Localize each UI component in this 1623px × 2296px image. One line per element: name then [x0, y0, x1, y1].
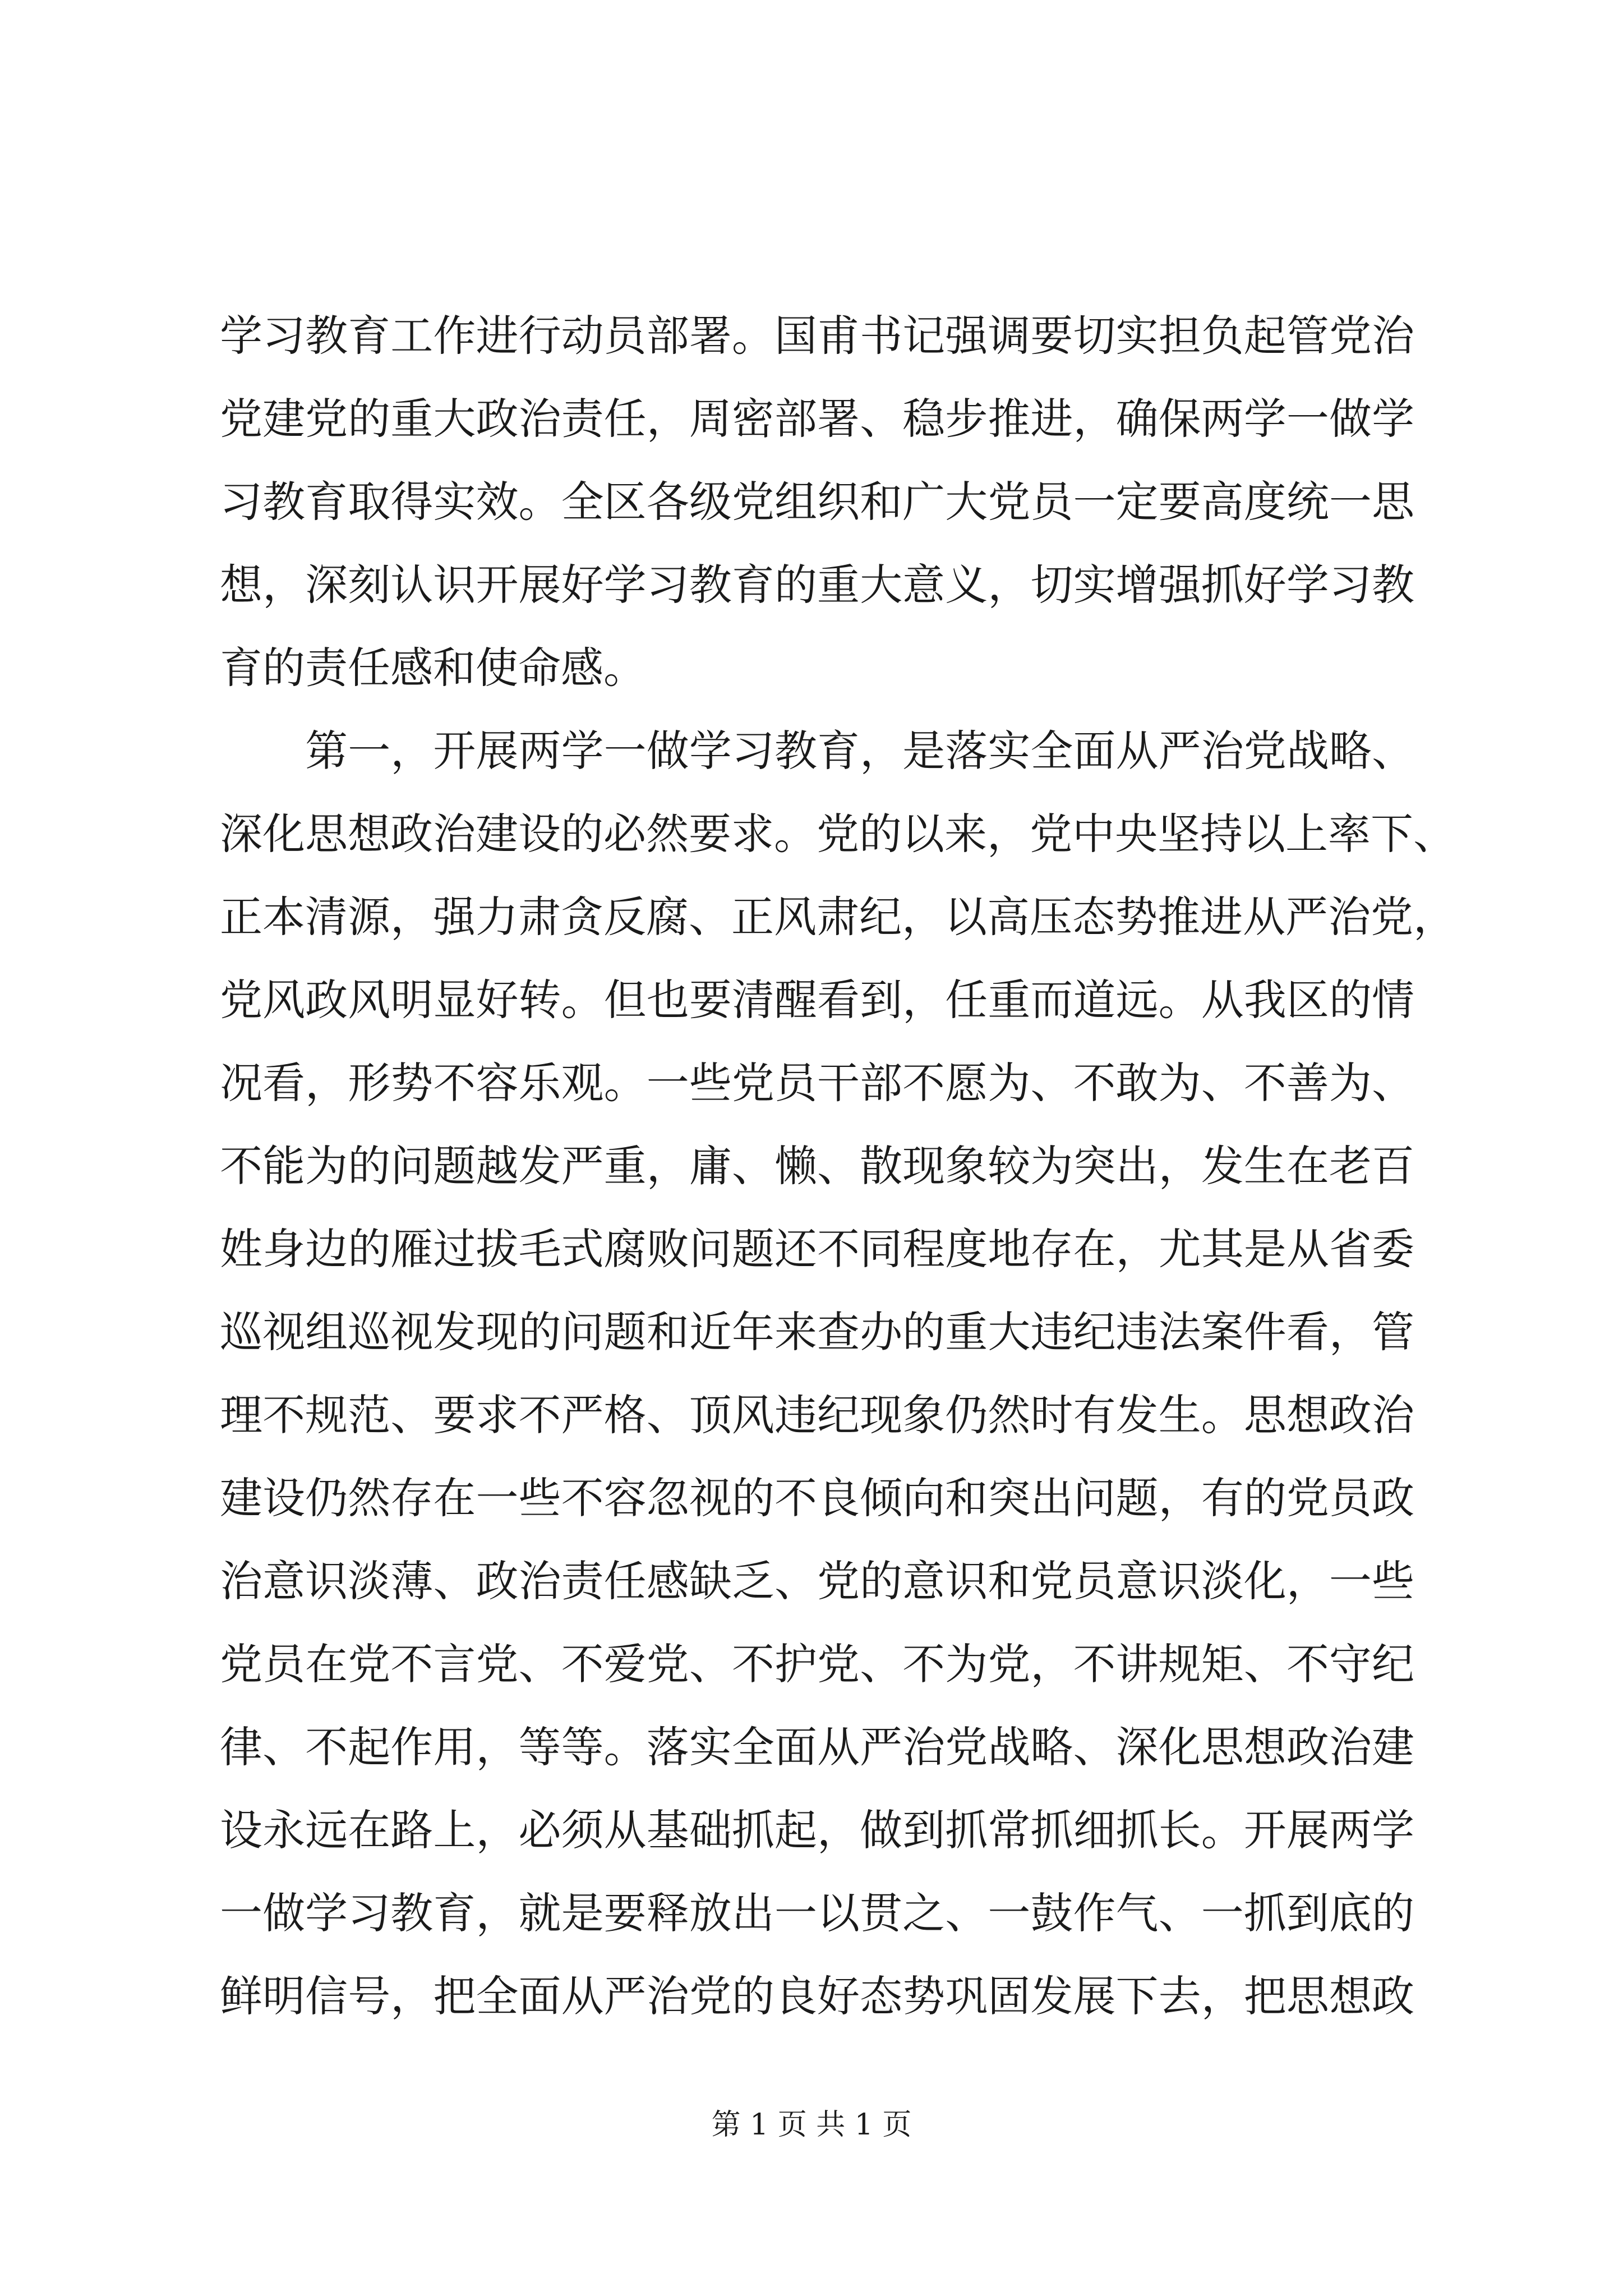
text-line: 习教育取得实效。全区各级党组织和广大党员一定要高度统一思 — [220, 477, 1414, 527]
text-line: 育的责任感和使命感。 — [220, 643, 646, 693]
text-line: 想，深刻认识开展好学习教育的重大意义，切实增强抓好学习教 — [220, 560, 1414, 610]
text-line: 况看，形势不容乐观。一些党员干部不愿为、不敢为、不善为、 — [220, 1058, 1414, 1108]
text-line: 第一，开展两学一做学习教育，是落实全面从严治党战略、 — [220, 726, 1414, 776]
text-line: 学习教育工作进行动员部署。国甫书记强调要切实担负起管党治 — [220, 311, 1414, 361]
page-footer: 第 1 页 共 1 页 — [711, 2108, 912, 2142]
text-line: 党员在党不言党、不爱党、不护党、不为党，不讲规矩、不守纪 — [220, 1639, 1414, 1689]
text-line: 律、不起作用，等等。落实全面从严治党战略、深化思想政治建 — [220, 1722, 1414, 1772]
text-line: 设永远在路上，必须从基础抓起，做到抓常抓细抓长。开展两学 — [220, 1805, 1414, 1855]
text-line: 一做学习教育，就是要释放出一以贯之、一鼓作气、一抓到底的 — [220, 1888, 1414, 1938]
text-line: 治意识淡薄、政治责任感缺乏、党的意识和党员意识淡化，一些 — [220, 1556, 1414, 1606]
text-line: 建设仍然存在一些不容忽视的不良倾向和突出问题，有的党员政 — [220, 1473, 1414, 1523]
text-line: 鲜明信号，把全面从严治党的良好态势巩固发展下去，把思想政 — [220, 1971, 1414, 2021]
text-line: 不能为的问题越发严重，庸、懒、散现象较为突出，发生在老百 — [220, 1141, 1414, 1191]
text-line: 姓身边的雁过拔毛式腐败问题还不同程度地存在，尤其是从省委 — [220, 1224, 1414, 1274]
text-line: 党建党的重大政治责任，周密部署、稳步推进，确保两学一做学 — [220, 394, 1414, 444]
text-line: 巡视组巡视发现的问题和近年来查办的重大违纪违法案件看，管 — [220, 1307, 1414, 1357]
document-body — [220, 295, 1456, 2038]
text-line: 理不规范、要求不严格、顶风违纪现象仍然时有发生。思想政治 — [220, 1390, 1414, 1440]
text-line: 深化思想政治建设的必然要求。党的以来，党中央坚持以上率下、 — [220, 809, 1456, 859]
text-line: 党风政风明显好转。但也要清醒看到，任重而道远。从我区的情 — [220, 975, 1414, 1025]
text-line: 正本清源，强力肃贪反腐、正风肃纪，以高压态势推进从严治党， — [220, 892, 1456, 942]
